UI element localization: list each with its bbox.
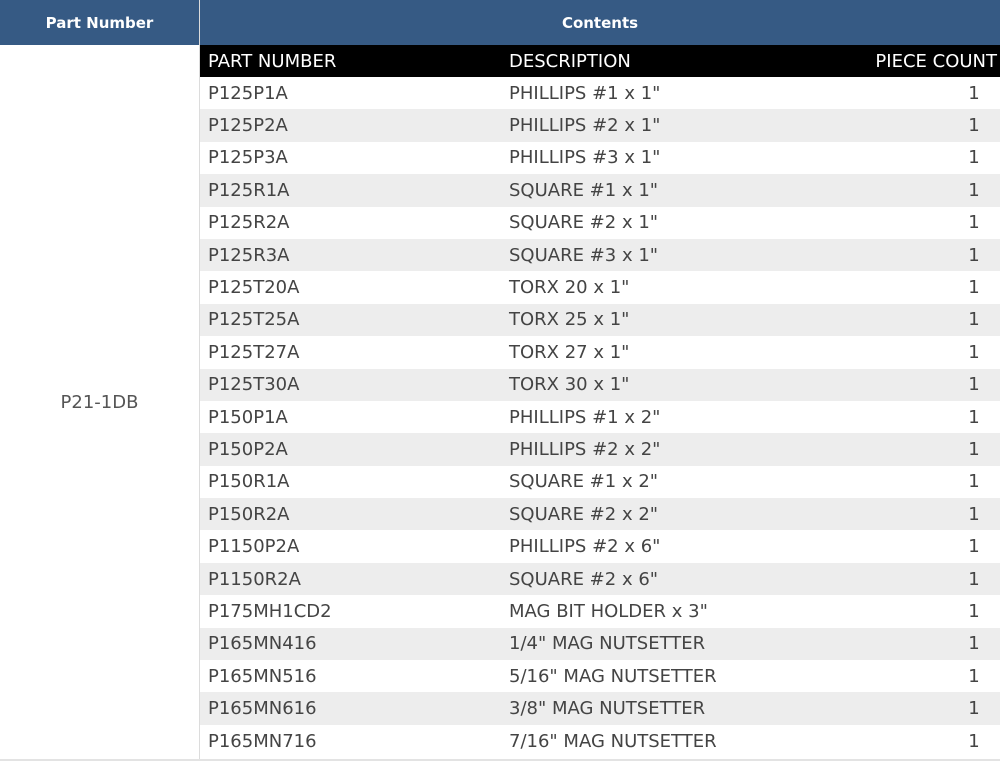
column-header-description: DESCRIPTION [509, 50, 631, 72]
part-number-cell: P150R1A [208, 471, 290, 493]
piece-count-cell: 1 [968, 212, 980, 234]
table-row [200, 530, 1000, 562]
table-row [200, 174, 1000, 206]
column-divider [199, 0, 200, 760]
description-cell: MAG BIT HOLDER x 3" [509, 600, 708, 622]
part-number-cell: P165MN716 [208, 730, 317, 752]
piece-count-cell: 1 [968, 600, 980, 622]
description-cell: PHILLIPS #2 x 1" [509, 115, 661, 137]
part-number-cell: P165MN416 [208, 633, 317, 655]
piece-count-cell: 1 [968, 406, 980, 428]
column-header-part-number: PART NUMBER [208, 50, 337, 72]
part-number-cell: P125R2A [208, 212, 290, 234]
description-cell: 7/16" MAG NUTSETTER [509, 730, 717, 752]
table-row [200, 369, 1000, 401]
table-row [200, 77, 1000, 109]
table-row [200, 109, 1000, 141]
piece-count-cell: 1 [968, 633, 980, 655]
table-row [200, 142, 1000, 174]
description-cell: TORX 27 x 1" [509, 341, 630, 363]
part-number-cell: P125R3A [208, 244, 290, 266]
piece-count-cell: 1 [968, 471, 980, 493]
table-row [200, 498, 1000, 530]
part-number-cell: P125T27A [208, 341, 300, 363]
table-row [200, 239, 1000, 271]
table-row [200, 628, 1000, 660]
piece-count-cell: 1 [968, 568, 980, 590]
description-cell: PHILLIPS #2 x 2" [509, 438, 661, 460]
piece-count-cell: 1 [968, 82, 980, 104]
kit-part-number: P21-1DB [60, 392, 139, 413]
description-cell: SQUARE #3 x 1" [509, 244, 659, 266]
description-cell: 3/8" MAG NUTSETTER [509, 698, 706, 720]
part-number-cell: P175MH1CD2 [208, 600, 332, 622]
table-row [200, 725, 1000, 757]
part-number-cell: P150R2A [208, 503, 290, 525]
part-number-cell: P125P3A [208, 147, 288, 169]
part-number-cell: P150P1A [208, 406, 288, 428]
description-cell: SQUARE #2 x 6" [509, 568, 659, 590]
description-cell: TORX 25 x 1" [509, 309, 630, 331]
table-row [200, 595, 1000, 627]
table-row [200, 433, 1000, 465]
piece-count-cell: 1 [968, 698, 980, 720]
description-cell: SQUARE #1 x 2" [509, 471, 659, 493]
piece-count-cell: 1 [968, 536, 980, 558]
piece-count-cell: 1 [968, 179, 980, 201]
piece-count-cell: 1 [968, 503, 980, 525]
part-number-cell: P1150R2A [208, 568, 301, 590]
piece-count-cell: 1 [968, 374, 980, 396]
description-cell: PHILLIPS #1 x 2" [509, 406, 661, 428]
description-cell: SQUARE #1 x 1" [509, 179, 659, 201]
part-number-cell: P125T25A [208, 309, 300, 331]
description-cell: PHILLIPS #1 x 1" [509, 82, 661, 104]
part-number-cell: P150P2A [208, 438, 288, 460]
part-number-cell: P125P1A [208, 82, 288, 104]
part-number-cell: P125T20A [208, 277, 300, 299]
description-cell: PHILLIPS #2 x 6" [509, 536, 661, 558]
inner-table-body [200, 77, 1000, 757]
description-cell: SQUARE #2 x 2" [509, 503, 659, 525]
description-cell: TORX 30 x 1" [509, 374, 630, 396]
piece-count-cell: 1 [968, 665, 980, 687]
description-cell: TORX 20 x 1" [509, 277, 630, 299]
part-number-cell: P125T30A [208, 374, 300, 396]
description-cell: 5/16" MAG NUTSETTER [509, 665, 717, 687]
table-row [200, 660, 1000, 692]
piece-count-cell: 1 [968, 341, 980, 363]
piece-count-cell: 1 [968, 730, 980, 752]
part-number-cell: P125R1A [208, 179, 290, 201]
table-row [200, 563, 1000, 595]
table-bottom-border [0, 759, 1000, 761]
column-header-piece-count: PIECE COUNT [875, 50, 997, 72]
piece-count-cell: 1 [968, 244, 980, 266]
table-row [200, 692, 1000, 724]
header-part-number-label: Part Number [45, 13, 154, 32]
piece-count-cell: 1 [968, 115, 980, 137]
part-number-cell: P1150P2A [208, 536, 300, 558]
piece-count-cell: 1 [968, 277, 980, 299]
part-number-cell: P165MN516 [208, 665, 317, 687]
piece-count-cell: 1 [968, 438, 980, 460]
header-contents [200, 0, 1000, 45]
description-cell: SQUARE #2 x 1" [509, 212, 659, 234]
part-number-cell: P125P2A [208, 115, 288, 137]
table-row [200, 304, 1000, 336]
inner-table-header [200, 45, 1000, 77]
description-cell: 1/4" MAG NUTSETTER [509, 633, 706, 655]
piece-count-cell: 1 [968, 147, 980, 169]
table-row [200, 401, 1000, 433]
table-row [200, 271, 1000, 303]
piece-count-cell: 1 [968, 309, 980, 331]
table-row [200, 466, 1000, 498]
header-contents-label: Contents [561, 13, 639, 32]
description-cell: PHILLIPS #3 x 1" [509, 147, 661, 169]
part-number-cell: P165MN616 [208, 698, 317, 720]
table-row [200, 207, 1000, 239]
table-row [200, 336, 1000, 368]
contents-inner-table [200, 45, 1000, 757]
kit-part-number-cell [0, 45, 199, 760]
header-part-number [0, 0, 199, 45]
